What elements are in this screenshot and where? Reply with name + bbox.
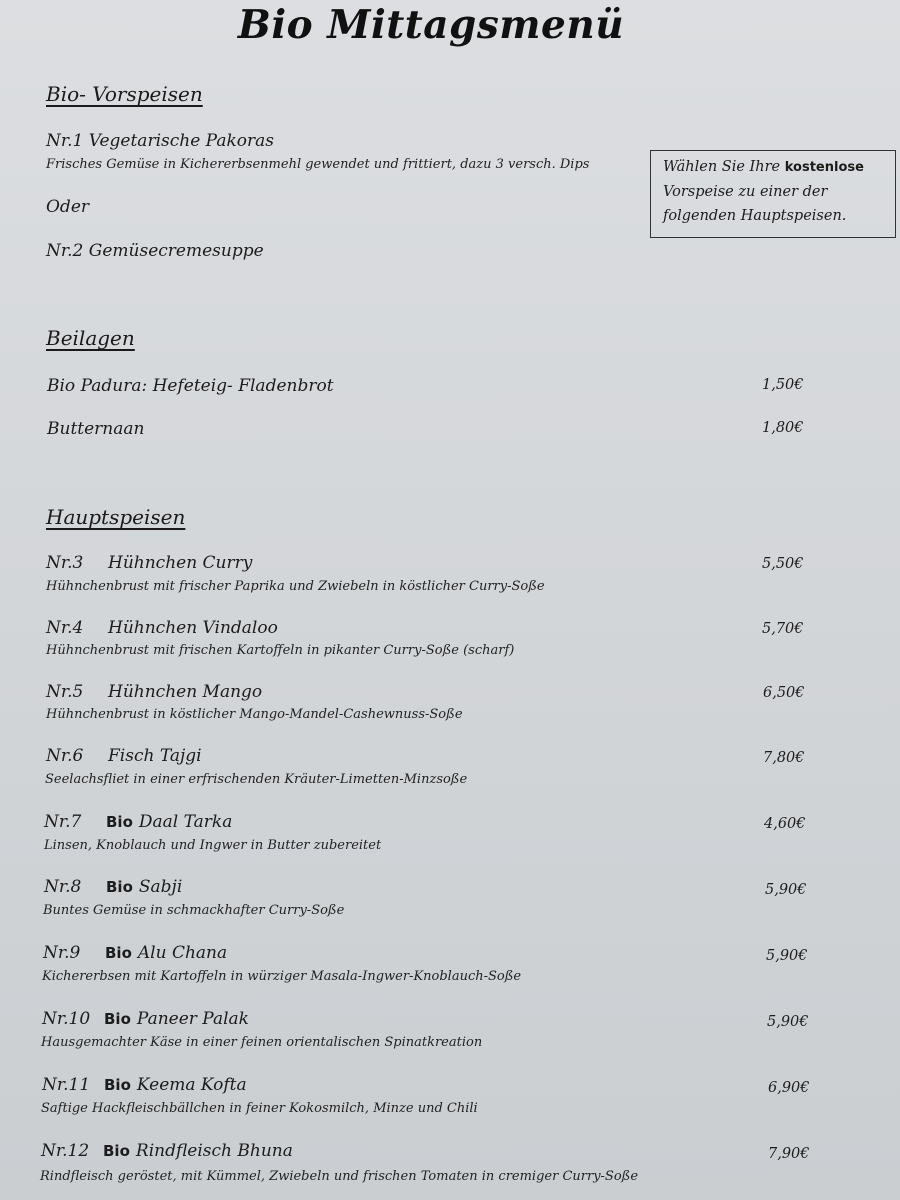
side-item-price: 1,50€ [762,377,804,393]
main-dish-price: 7,90€ [768,1146,810,1162]
section-heading-beilagen: Beilagen [46,326,135,350]
main-dish-name: Keema Kofta [136,1075,247,1095]
main-dish-price: 5,90€ [767,1014,809,1030]
organic-label: Bio [105,944,132,962]
main-dish-name: Paneer Palak [136,1009,249,1029]
main-dish-description: Seelachsfliet in einer erfrischenden Kräuter-Limetten-Minzsoße [45,772,468,787]
main-dish-number: Nr.8 [44,877,82,897]
section-heading-vorspeisen: Bio- Vorspeisen [46,82,203,106]
main-dish-number: Nr.6 [46,746,84,766]
main-dish-name: Alu Chana [137,943,228,963]
main-dish-title [43,943,227,963]
main-dish-name: Daal Tarka [138,812,233,832]
main-dish-name: Hühnchen Curry [108,553,253,573]
main-dish-price: 5,50€ [762,556,804,572]
side-item-price: 1,80€ [762,420,804,436]
organic-label: Bio [106,878,133,896]
main-dish-number: Nr.3 [46,553,84,573]
main-dish-description: Hühnchenbrust in köstlicher Mango-Mandel-Cashewnuss-Soße [46,707,463,722]
main-dish-title [41,1141,293,1161]
main-dish-number: Nr.7 [44,812,82,832]
main-dish-description: Kichererbsen mit Kartoffeln in würziger Masala-Ingwer-Knoblauch-Soße [42,969,522,984]
main-dish-description: Saftige Hackfleischbällchen in feiner Kokosmilch, Minze und Chili [41,1101,478,1116]
main-dish-price: 4,60€ [764,816,806,832]
main-dish-number: Nr.5 [46,682,84,702]
main-dish-description: Hausgemachter Käse in einer feinen orientalischen Spinatkreation [41,1035,483,1050]
main-dish-name: Hühnchen Vindaloo [108,618,278,638]
main-dish-description: Hühnchenbrust mit frischen Kartoffeln in pikanter Curry-Soße (scharf) [46,643,515,658]
main-dish-number: Nr.11 [42,1075,91,1095]
free-starter-notice-box [650,150,896,238]
main-dish-number: Nr.12 [41,1141,90,1161]
main-dish-name: Fisch Tajgi [108,746,202,766]
organic-label: Bio [104,1076,131,1094]
main-dish-title [42,1009,249,1029]
main-dish-name: Rindfleisch Bhuna [135,1141,293,1161]
starter-2-name: Nr.2 Gemüsecremesuppe [46,241,264,261]
starter-or-label: Oder [46,197,90,217]
main-dish-description: Hühnchenbrust mit frischer Paprika und Zwiebeln in köstlicher Curry-Soße [46,579,545,594]
main-dish-name: Sabji [138,877,183,897]
notice-line-1 [663,155,887,180]
main-dish-title [46,618,278,638]
main-dish-title [44,812,232,832]
organic-label: Bio [104,1010,131,1028]
main-dish-title [42,1075,247,1095]
main-dish-price: 6,50€ [763,685,805,701]
page-title: Bio Mittagsmenü [237,2,625,48]
main-dish-price: 5,90€ [766,948,808,964]
main-dish-number: Nr.10 [42,1009,91,1029]
main-dish-description: Rindfleisch geröstet, mit Kümmel, Zwiebeln und frischen Tomaten in cremiger Curry-Soße [40,1169,639,1184]
main-dish-number: Nr.4 [46,618,84,638]
notice-line-3: folgenden Hauptspeisen. [663,208,847,224]
side-item-name: Butternaan [47,419,145,439]
main-dish-name: Hühnchen Mango [108,682,263,702]
main-dish-title [44,877,182,897]
main-dish-title [46,553,252,573]
main-dish-title [46,682,262,702]
notice-line-1-text: Wählen Sie Ihre [663,159,785,175]
main-dish-price: 5,70€ [762,621,804,637]
main-dish-number: Nr.9 [43,943,81,963]
main-dish-price: 6,90€ [768,1080,810,1096]
main-dish-description: Buntes Gemüse in schmackhafter Curry-Soße [43,903,345,918]
main-dish-price: 7,80€ [763,750,805,766]
notice-line-2: Vorspeise zu einer der [663,184,828,200]
starter-1-description: Frisches Gemüse in Kichererbsenmehl gewendet und frittiert, dazu 3 versch. Dips [46,157,590,172]
main-dish-price: 5,90€ [765,882,807,898]
section-heading-hauptspeisen: Hauptspeisen [46,505,186,529]
main-dish-title [46,746,202,766]
main-dish-description: Linsen, Knoblauch und Ingwer in Butter zubereitet [44,838,382,853]
side-item-name: Bio Padura: Hefeteig- Fladenbrot [47,376,334,396]
organic-label: Bio [106,813,133,831]
starter-1-name: Nr.1 Vegetarische Pakoras [46,131,274,151]
notice-highlight: kostenlose [784,160,864,175]
organic-label: Bio [103,1142,130,1160]
